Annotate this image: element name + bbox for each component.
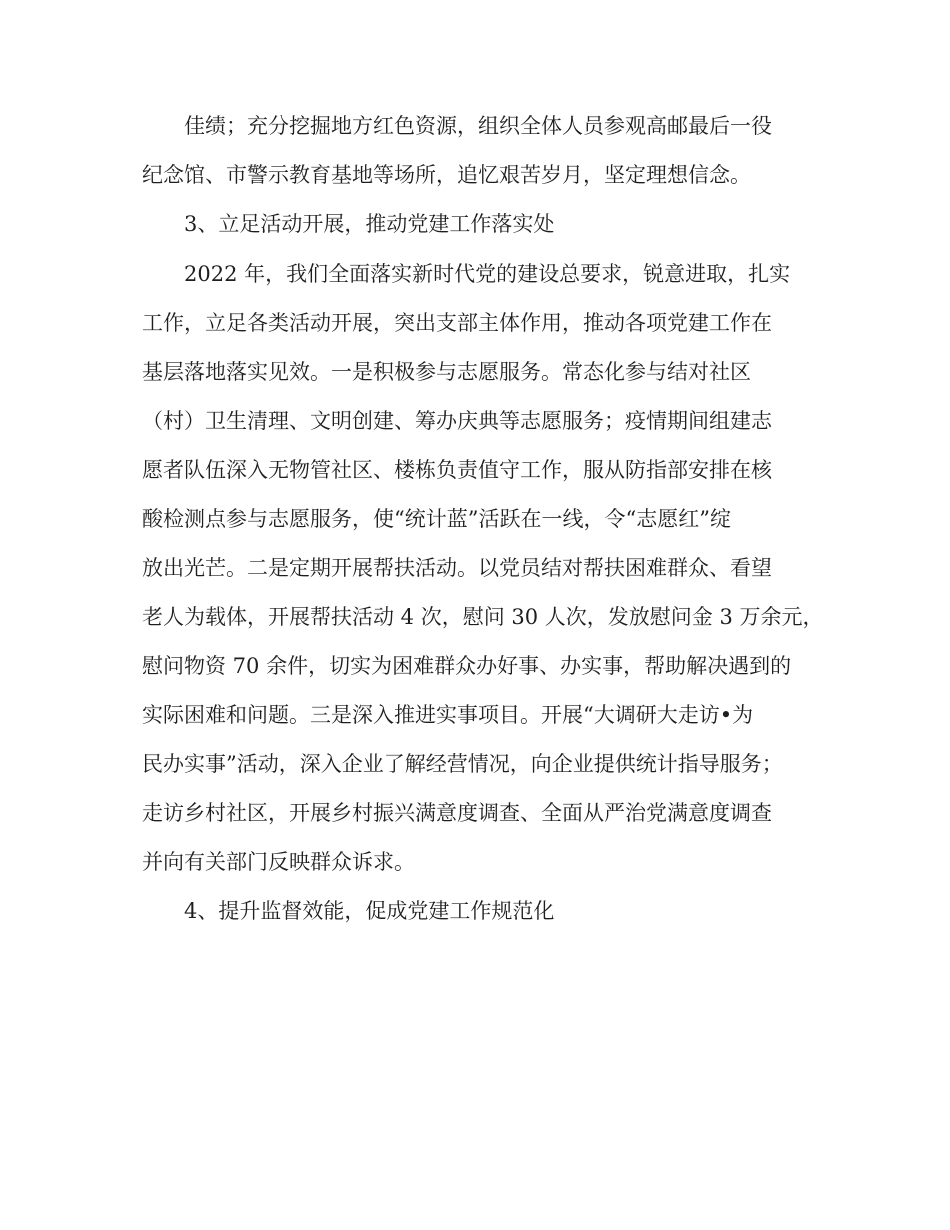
paragraph-line: 实际困难和问题。三是深入推进实事项目。开展“大调研大走访•为	[142, 703, 754, 727]
paragraph-line: 基层落地落实见效。一是积极参与志愿服务。常态化参与结对社区	[142, 360, 751, 384]
paragraph-line: 2022 年，我们全面落实新时代党的建设总要求，锐意进取，扎实	[184, 262, 791, 286]
paragraph-line: 放出光芒。二是定期开展帮扶活动。以党员结对帮扶困难群众、看望	[142, 556, 772, 580]
paragraph-line: 民办实事”活动，深入企业了解经营情况，向企业提供统计指导服务；	[142, 752, 783, 776]
paragraph-line: （村）卫生清理、文明创建、筹办庆典等志愿服务；疫情期间组建志	[142, 409, 772, 433]
paragraph-line: 走访乡村社区，开展乡村振兴满意度调查、全面从严治党满意度调查	[142, 801, 772, 825]
paragraph-line: 工作，立足各类活动开展，突出支部主体作用，推动各项党建工作在	[142, 311, 772, 335]
paragraph-line: 酸检测点参与志愿服务，使“统计蓝”活跃在一线，令“志愿红”绽	[142, 507, 731, 531]
paragraph-line: 佳绩；充分挖掘地方红色资源，组织全体人员参观高邮最后一役	[184, 114, 772, 138]
section-heading: 4、提升监督效能，促成党建工作规范化	[184, 899, 555, 923]
paragraph-line: 并向有关部门反映群众诉求。	[142, 850, 415, 874]
document-body	[142, 108, 824, 943]
paragraph-line: 愿者队伍深入无物管社区、楼栋负责值守工作，服从防指部安排在核	[142, 458, 772, 482]
paragraph-line: 纪念馆、市警示教育基地等场所，追忆艰苦岁月，坚定理想信念。	[142, 163, 751, 187]
section-heading: 3、立足活动开展，推动党建工作落实处	[184, 212, 555, 236]
paragraph-line: 慰问物资 70 余件，切实为困难群众办好事、办实事，帮助解决遇到的	[142, 654, 792, 678]
paragraph-line: 老人为载体，开展帮扶活动 4 次，慰问 30 人次，发放慰问金 3 万余元，	[142, 605, 824, 629]
